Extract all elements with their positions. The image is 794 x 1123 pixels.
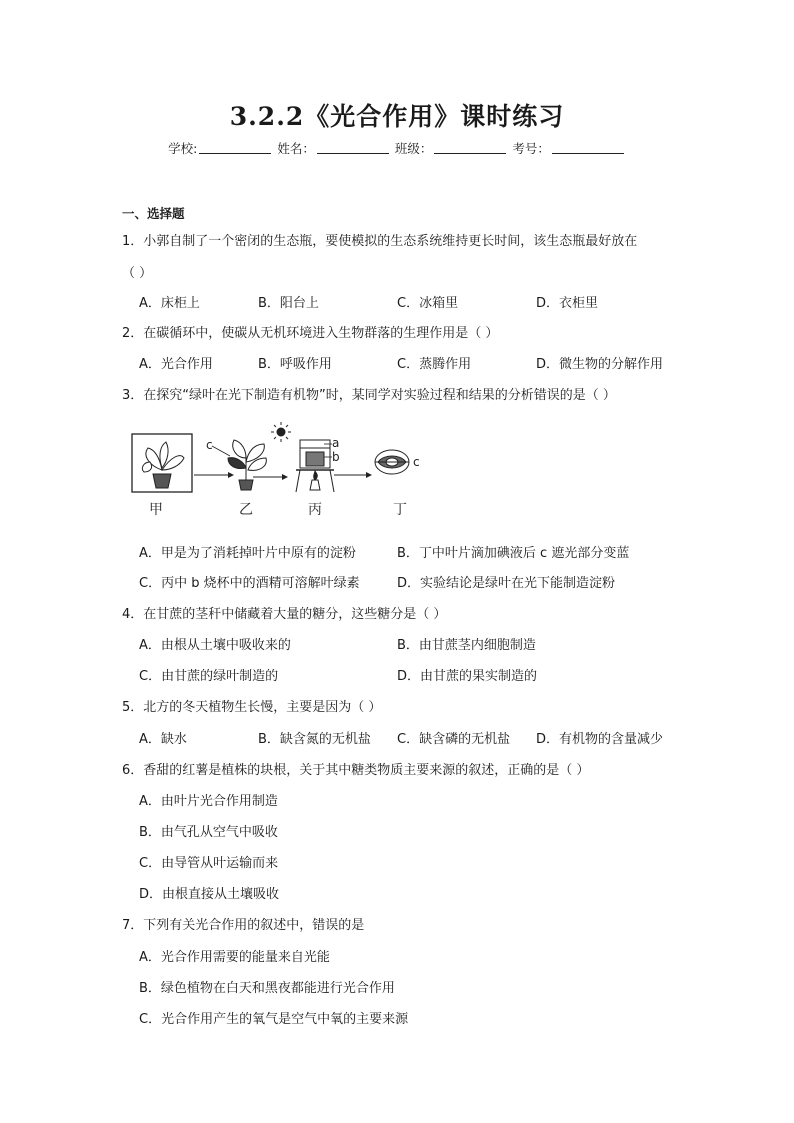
plant-with-covered-leaf-icon <box>228 440 266 490</box>
q7-option-a[interactable]: A．光合作用需要的能量来自光能 <box>139 950 330 965</box>
q5-option-a[interactable]: A．缺水 <box>139 732 187 747</box>
q2-option-a[interactable]: A．光合作用 <box>139 357 213 372</box>
marker-b: b <box>332 450 340 464</box>
marker-c-left: c <box>206 438 213 452</box>
figure-label-yi: 乙 <box>239 502 253 518</box>
marker-a: a <box>332 436 340 450</box>
q3-option-c[interactable]: C．丙中 b 烧杯中的酒精可溶解叶绿素 <box>139 576 360 591</box>
q3-option-d[interactable]: D．实验结论是绿叶在光下能制造淀粉 <box>397 576 616 591</box>
name-label: 姓名： <box>277 141 315 156</box>
potted-plant-icon <box>142 442 184 488</box>
q1-option-b[interactable]: B．阳台上 <box>258 296 319 311</box>
q6-option-b[interactable]: B．由气孔从空气中吸收 <box>139 825 278 840</box>
q3-option-b[interactable]: B．丁中叶片滴加碘液后 c 遮光部分变蓝 <box>397 546 630 561</box>
page-title: 3.2.2《光合作用》课时练习 <box>229 102 565 131</box>
figure-label-jia: 甲 <box>149 502 163 518</box>
q5-option-b[interactable]: B．缺含氮的无机盐 <box>258 732 371 747</box>
question-3-stem: 3．在探究“绿叶在光下制造有机物”时，某同学对实验过程和结果的分析错误的是（ ） <box>122 388 616 403</box>
name-blank[interactable] <box>317 141 389 154</box>
exam-number-blank[interactable] <box>552 141 624 154</box>
q5-option-c[interactable]: C．缺含磷的无机盐 <box>397 732 511 747</box>
stained-leaf-icon <box>375 450 409 474</box>
q7-option-b[interactable]: B．绿色植物在白天和黑夜都能进行光合作用 <box>139 981 395 996</box>
q6-option-d[interactable]: D．由根直接从土壤吸收 <box>139 887 280 902</box>
q2-option-c[interactable]: C．蒸腾作用 <box>397 357 472 372</box>
q5-option-d[interactable]: D．有机物的含量减少 <box>536 732 664 747</box>
q4-option-b[interactable]: B．由甘蔗茎内细胞制造 <box>397 638 536 653</box>
q2-option-b[interactable]: B．呼吸作用 <box>258 357 332 372</box>
question-7-stem: 7．下列有关光合作用的叙述中，错误的是 <box>122 918 365 933</box>
water-bath-apparatus-icon <box>296 440 334 492</box>
sun-icon <box>271 422 291 442</box>
q1-option-a[interactable]: A．床柜上 <box>139 296 200 311</box>
exam-number-label: 考号： <box>512 141 550 156</box>
question-5-stem: 5．北方的冬天植物生长慢，主要是因为（ ） <box>122 700 382 715</box>
q1-option-d[interactable]: D．衣柜里 <box>536 296 599 311</box>
question-4-stem: 4．在甘蔗的茎秆中储藏着大量的糖分，这些糖分是（ ） <box>122 607 447 622</box>
class-blank[interactable] <box>434 141 506 154</box>
photosynthesis-experiment-figure <box>120 418 440 523</box>
q7-option-c[interactable]: C．光合作用产生的氧气是空气中氧的主要来源 <box>139 1012 409 1027</box>
question-1-stem-cont: （ ） <box>122 266 153 281</box>
student-info-line <box>0 139 794 157</box>
q3-option-a[interactable]: A．甲是为了消耗掉叶片中原有的淀粉 <box>139 546 356 561</box>
marker-c-right: c <box>413 455 420 469</box>
q6-option-c[interactable]: C．由导管从叶运输而来 <box>139 856 279 871</box>
school-label: 学校: <box>168 141 198 156</box>
q4-option-c[interactable]: C．由甘蔗的绿叶制造的 <box>139 669 279 684</box>
q2-option-d[interactable]: D．微生物的分解作用 <box>536 357 664 372</box>
question-1-stem: 1．小郭自制了一个密闭的生态瓶，要使模拟的生态系统维持更长时间，该生态瓶最好放在 <box>122 234 638 249</box>
q1-option-c[interactable]: C．冰箱里 <box>397 296 459 311</box>
question-6-stem: 6．香甜的红薯是植株的块根，关于其中糖类物质主要来源的叙述，正确的是（ ） <box>122 763 590 778</box>
section-title: 一、选择题 <box>122 206 185 221</box>
q4-option-a[interactable]: A．由根从土壤中吸收来的 <box>139 638 291 653</box>
q4-option-d[interactable]: D．由甘蔗的果实制造的 <box>397 669 538 684</box>
figure-label-bing: 丙 <box>308 502 322 518</box>
school-blank[interactable] <box>199 141 271 154</box>
figure-label-ding: 丁 <box>393 502 407 518</box>
question-2-stem: 2．在碳循环中，使碳从无机环境进入生物群落的生理作用是（ ） <box>122 326 499 341</box>
q6-option-a[interactable]: A．由叶片光合作用制造 <box>139 794 278 809</box>
class-label: 班级： <box>394 141 433 156</box>
